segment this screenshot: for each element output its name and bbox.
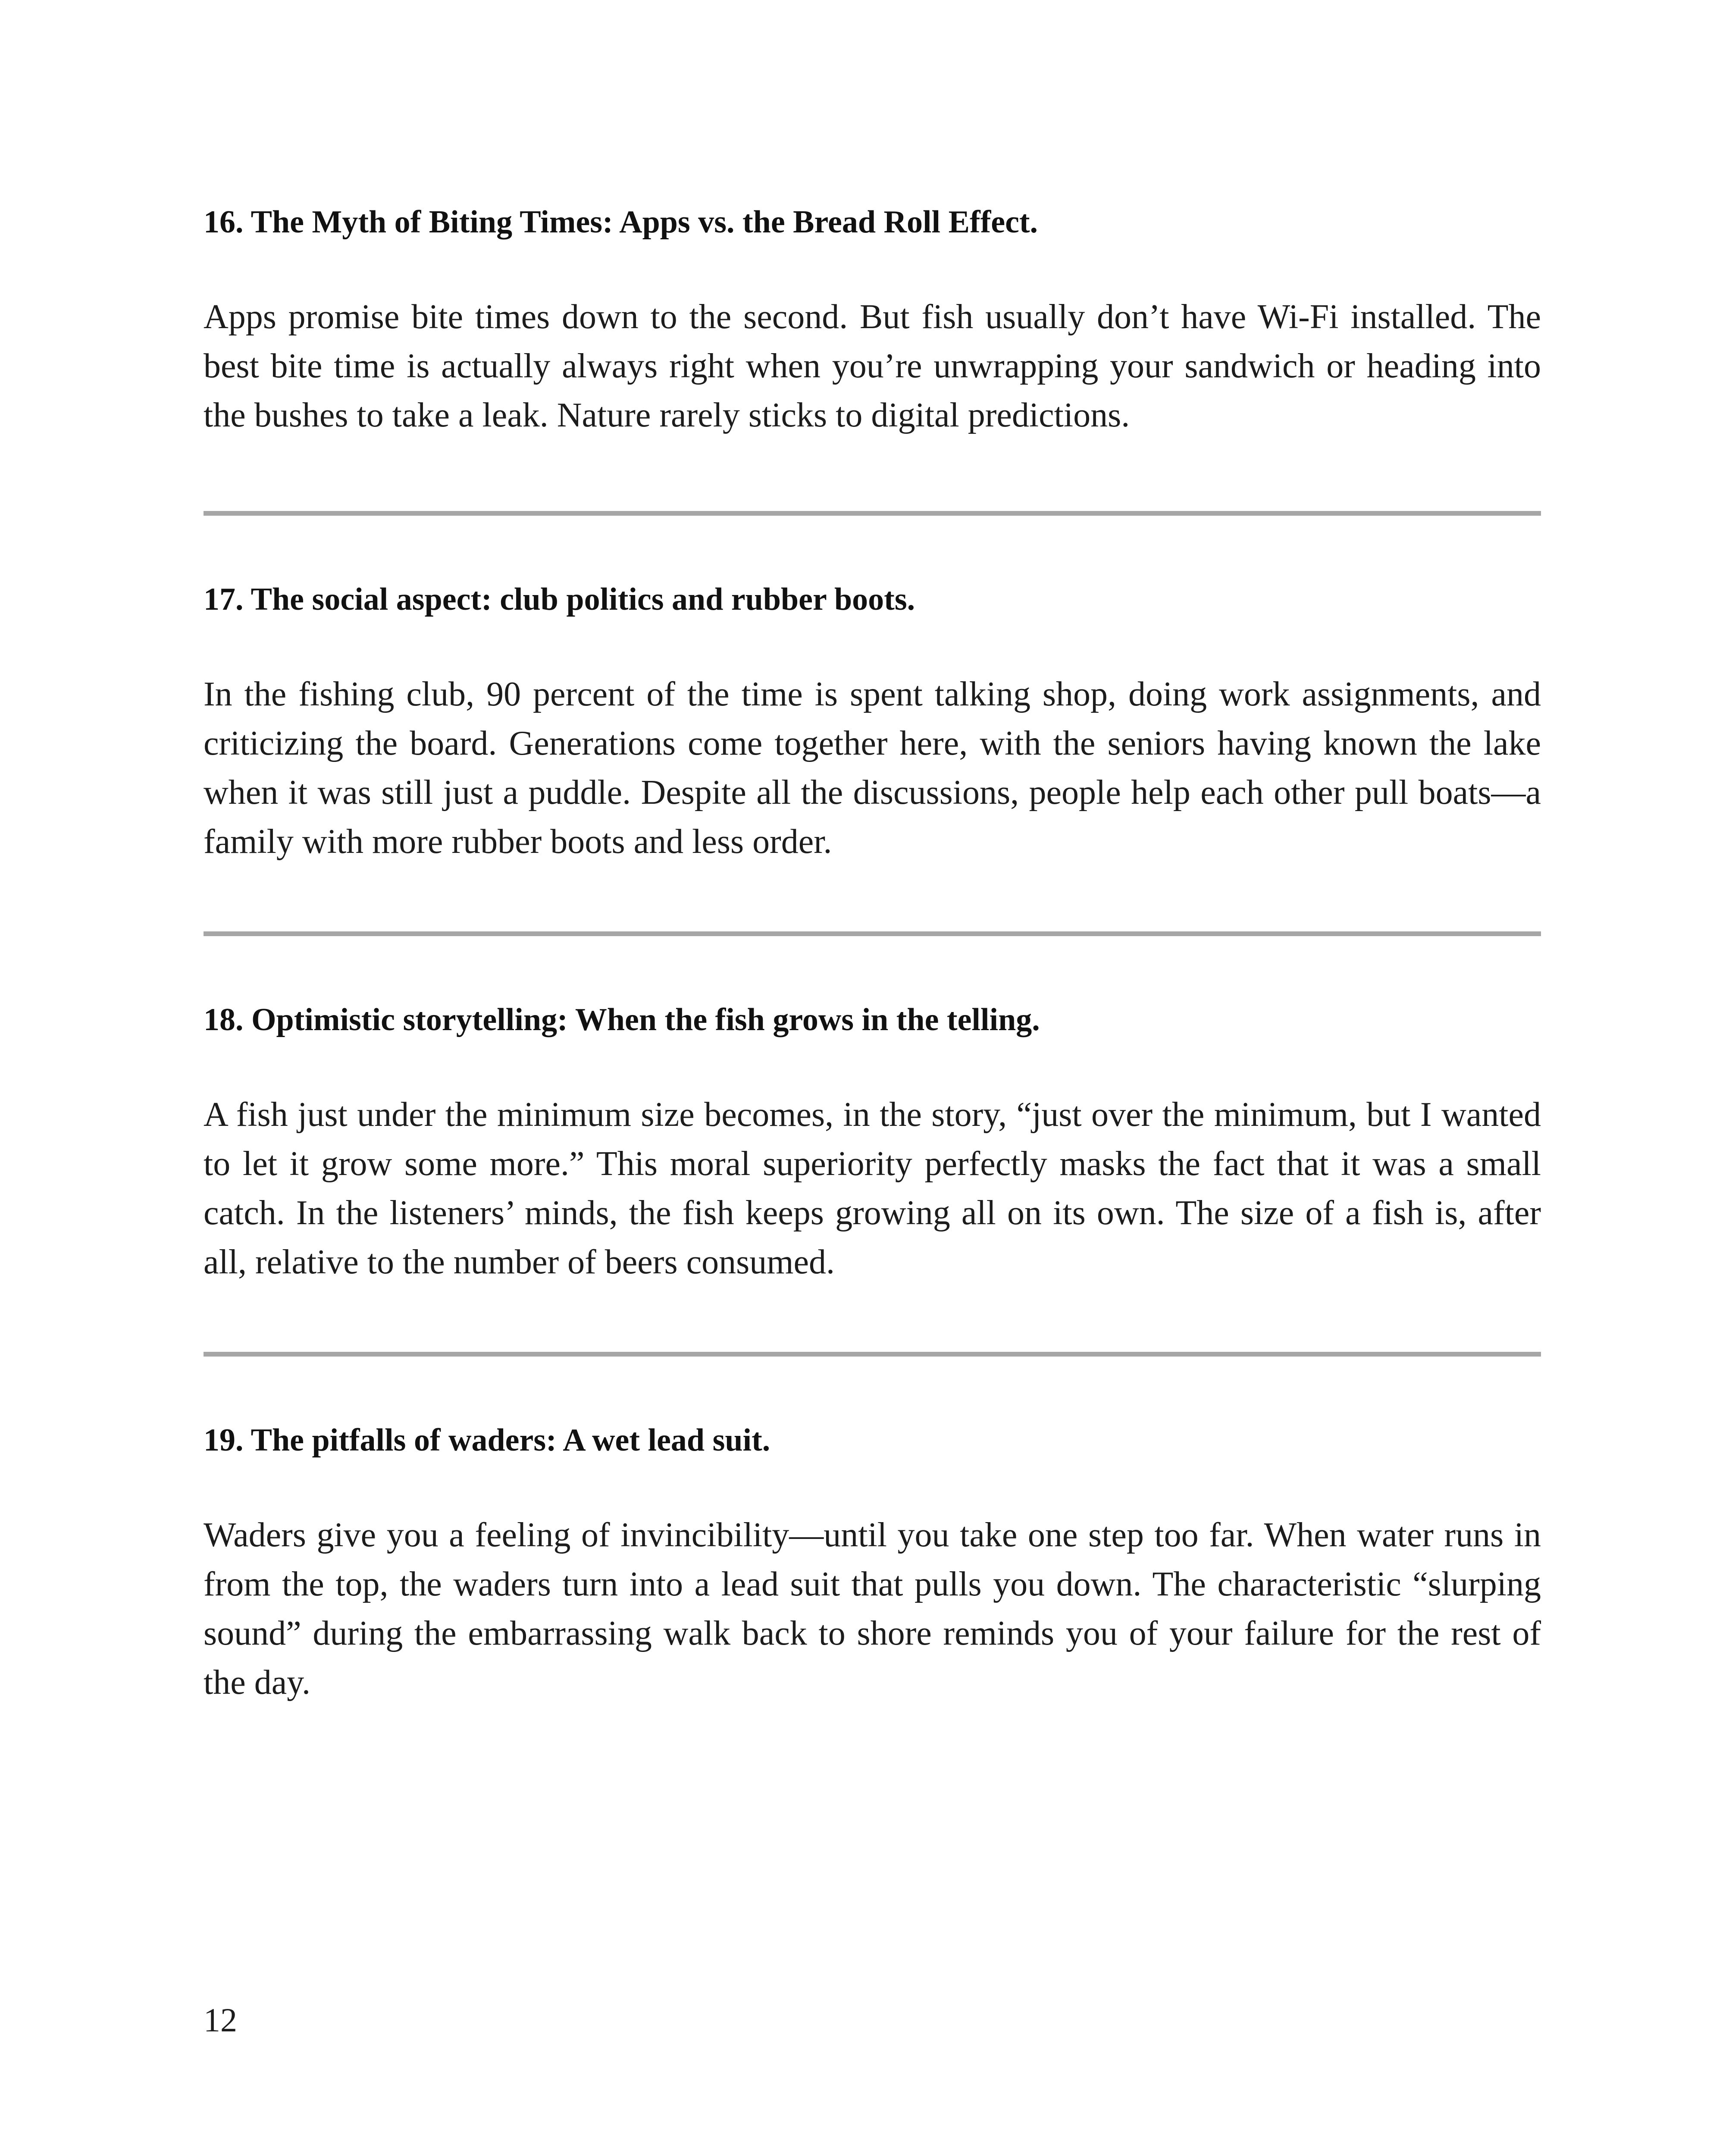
page-number: 12	[204, 2001, 237, 2039]
section-heading: 18. Optimistic storytelling: When the fish grows in the telling.	[204, 1002, 1040, 1037]
section-17	[204, 580, 1541, 866]
section-body: In the fishing club, 90 percent of the time is spent talking shop, doing work assignments, and criticizing the board. Generations come together here, with the seniors having known the lake when it was still just a puddle. Despite all the discussions, people help each other pull boats—a family with more rubber boots and less order.	[204, 675, 1541, 861]
section-19	[204, 1421, 1541, 1707]
section-heading: 19. The pitfalls of waders: A wet lead suit.	[204, 1423, 770, 1458]
section-divider	[204, 931, 1541, 936]
section-divider	[204, 1352, 1541, 1357]
section-body: Waders give you a feeling of invincibility—until you take one step too far. When water runs in from the top, the waders turn into a lead suit that pulls you down. The characteristic “slurping sound” during the embarrassing walk back to shore reminds you of your failure for the rest of the day.	[204, 1516, 1541, 1702]
section-body: Apps promise bite times down to the second. But fish usually don’t have Wi-Fi installed. The best bite time is actually always right when you’re unwrapping your sandwich or heading into the bushes to take a leak. Nature rarely sticks to digital predictions.	[204, 298, 1541, 434]
section-body: A fish just under the minimum size becomes, in the story, “just over the minimum, but I wanted to let it grow some more.” This moral superiority perfectly masks the fact that it was a small catch. In the listeners’ minds, the fish keeps growing all on its own. The size of a fish is, after all, relative to the number of beers consumed.	[204, 1096, 1541, 1281]
section-heading: 17. The social aspect: club politics and rubber boots.	[204, 582, 915, 617]
section-16	[204, 203, 1541, 440]
section-divider	[204, 511, 1541, 516]
section-heading: 16. The Myth of Biting Times: Apps vs. the Bread Roll Effect.	[204, 204, 1038, 240]
section-18	[204, 1000, 1541, 1287]
